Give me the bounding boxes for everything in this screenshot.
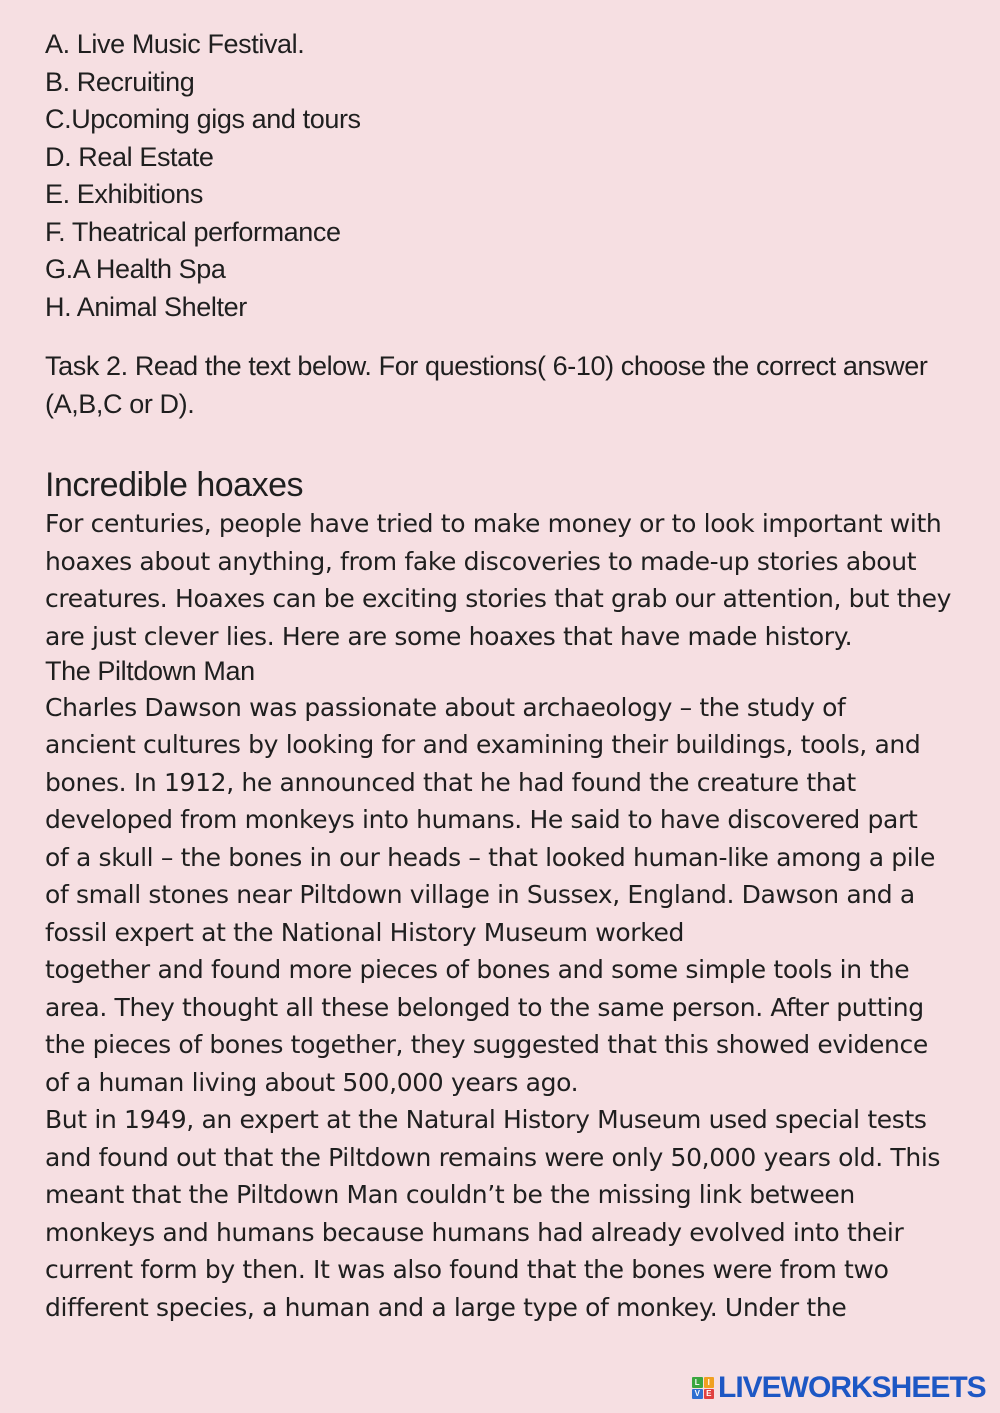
options-list xyxy=(45,26,965,326)
text-line: meant that the Piltdown Man couldn’t be the missing link between xyxy=(45,1180,855,1209)
text-line: of small stones near Piltdown village in Sussex, England. Dawson and a xyxy=(45,880,915,909)
text-line: of a human living about 500,000 years ago. xyxy=(45,1067,579,1097)
text-line: together and found more pieces of bones and some simple tools in the xyxy=(45,955,910,984)
text-line: creatures. Hoaxes can be exciting stories that grab our attention, but they xyxy=(45,584,952,613)
liveworksheets-logo-text: LIVEWORKSHEETS xyxy=(718,1371,986,1404)
task-instruction: Task 2. Read the text below. For questions( 6-10) choose the correct answer (A,B,C or D). xyxy=(45,351,928,419)
text-line: and found out that the Piltdown remains were only 50,000 years old. This xyxy=(45,1142,941,1172)
logo-mark-letter: E xyxy=(704,1389,715,1400)
text-line: For centuries, people have tried to make money or to look important with xyxy=(45,509,942,538)
option-item: B. Recruiting xyxy=(45,66,195,97)
text-line: different species, a human and a large type of monkey. Under the xyxy=(45,1292,847,1322)
logo-mark-letter: V xyxy=(692,1389,703,1400)
text-line: current form by then. It was also found that the bones were from two xyxy=(45,1255,889,1284)
text-line: bones. In 1912, he announced that he had found the creature that xyxy=(45,767,856,797)
option-item: C.Upcoming gigs and tours xyxy=(45,104,361,134)
article-section-body xyxy=(45,689,965,1327)
text-line: But in 1949, an expert at the Natural History Museum used special tests xyxy=(45,1105,927,1134)
worksheet-page xyxy=(45,26,965,1326)
article-title: Incredible hoaxes xyxy=(45,466,304,504)
text-line: area. They thought all these belonged to the same person. After putting xyxy=(45,992,924,1022)
text-line: ancient cultures by looking for and examining their buildings, tools, and xyxy=(45,730,921,759)
option-item: F. Theatrical performance xyxy=(45,216,341,247)
text-line: Charles Dawson was passionate about archaeology – the study of xyxy=(45,692,846,722)
article-intro xyxy=(45,505,965,655)
option-item: A. Live Music Festival. xyxy=(45,29,305,59)
logo-mark-letter: L xyxy=(692,1377,703,1388)
liveworksheets-logo-icon xyxy=(692,1377,714,1399)
option-item: E. Exhibitions xyxy=(45,179,203,209)
text-line: are just clever lies. Here are some hoaxes that have made history. xyxy=(45,621,853,651)
section-title: The Piltdown Man xyxy=(45,656,255,686)
option-item: H. Animal Shelter xyxy=(45,291,247,322)
text-line: fossil expert at the National History Museum worked xyxy=(45,917,685,947)
logo-mark-letter: I xyxy=(704,1377,715,1388)
text-line: the pieces of bones together, they suggested that this showed evidence xyxy=(45,1030,928,1059)
text-line: hoaxes about anything, from fake discoveries to made-up stories about xyxy=(45,546,917,576)
text-line: developed from monkeys into humans. He said to have discovered part xyxy=(45,805,918,834)
text-line: of a skull – the bones in our heads – that looked human-like among a pile xyxy=(45,842,936,872)
option-item: G.A Health Spa xyxy=(45,254,226,284)
text-line: monkeys and humans because humans had already evolved into their xyxy=(45,1217,904,1247)
liveworksheets-logo xyxy=(692,1372,986,1404)
option-item: D. Real Estate xyxy=(45,141,214,172)
